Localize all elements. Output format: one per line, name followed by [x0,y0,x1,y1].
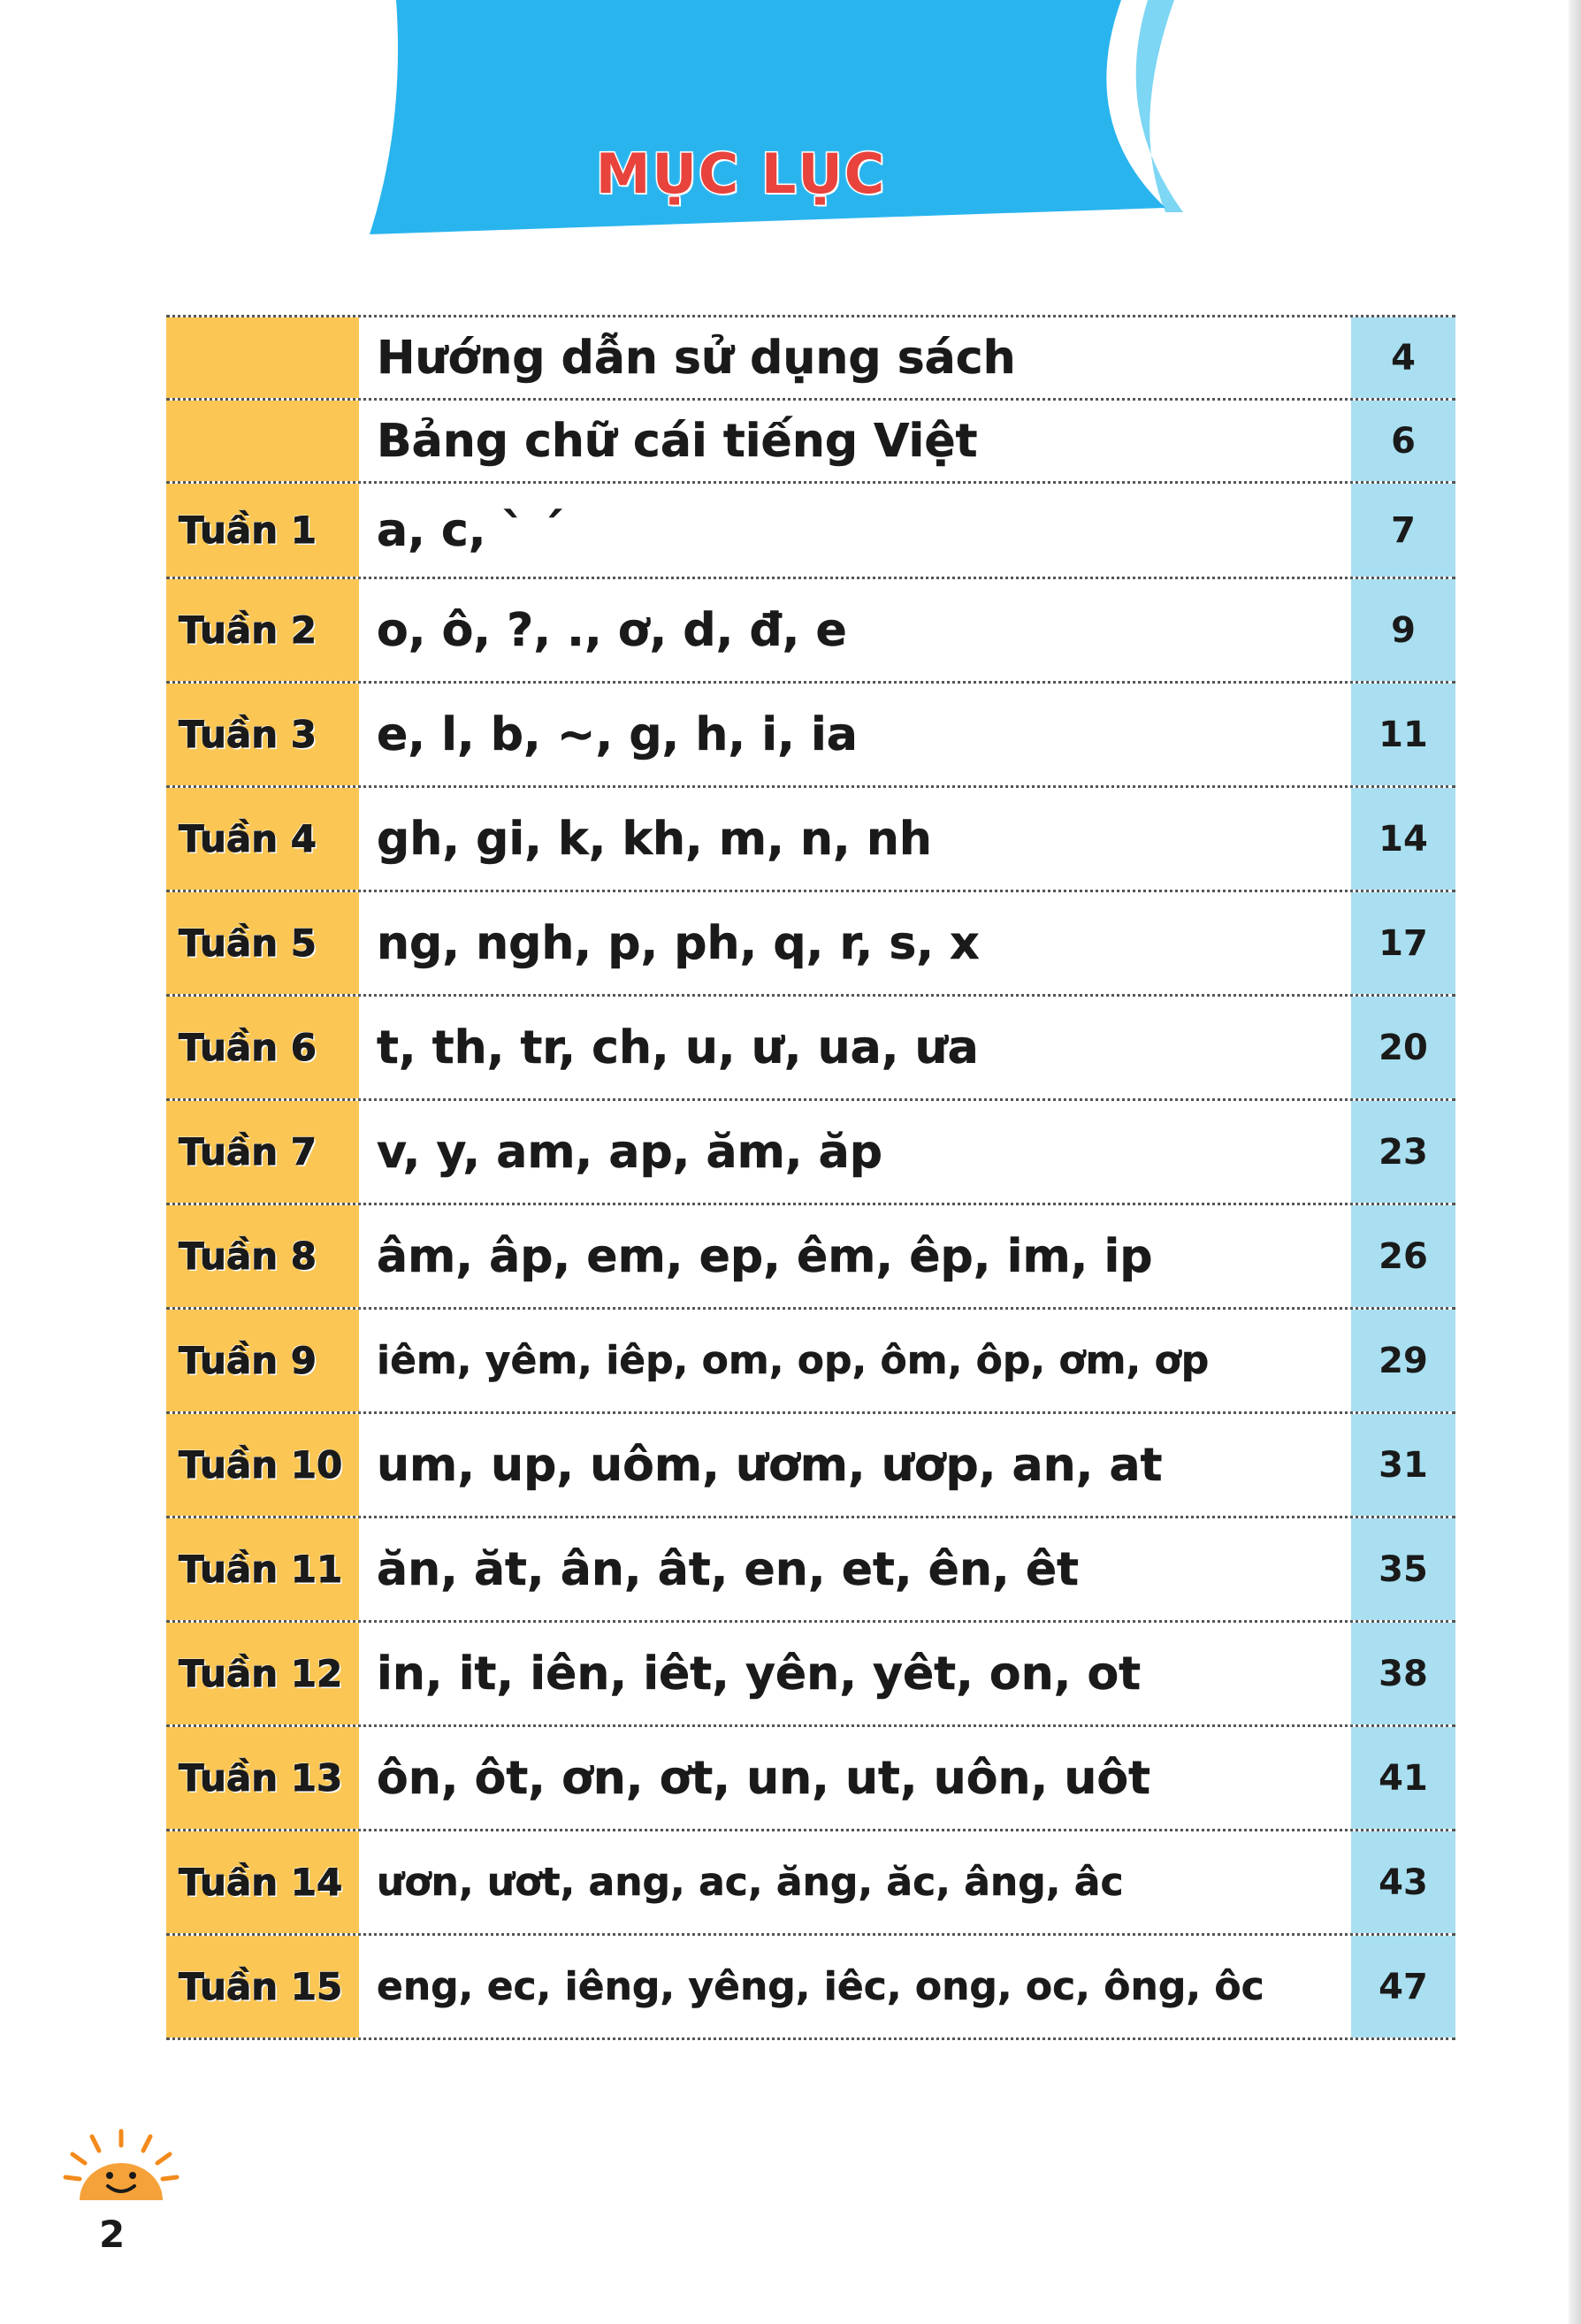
toc-row[interactable] [166,484,1455,579]
toc-row[interactable] [166,1831,1455,1936]
topic-text: ăn, ăt, ân, ât, en, et, ên, êt [377,1542,1079,1596]
page-edge [1569,0,1581,2324]
toc-row[interactable] [166,997,1455,1101]
week-label: Tuần 2 [166,579,359,681]
page-ref: 31 [1351,1414,1455,1516]
topic-text: a, c, ` ´ [377,503,564,557]
topic-text: Bảng chữ cái tiếng Việt [377,414,978,468]
toc-row[interactable] [166,1936,1455,2040]
week-label: Tuần 9 [166,1310,359,1411]
toc-row[interactable] [166,1727,1455,1831]
week-label: Tuần 8 [166,1205,359,1307]
page-ref: 4 [1351,317,1455,398]
toc-row[interactable] [166,1310,1455,1414]
topic-text: o, ô, ?, ., ơ, d, đ, e [377,603,847,657]
toc-row[interactable] [166,684,1455,788]
topic-text: ôn, ôt, ơn, ơt, un, ut, uôn, uôt [377,1751,1150,1805]
page-ref: 7 [1351,484,1455,577]
toc-row[interactable] [166,1623,1455,1727]
page-ref: 14 [1351,788,1455,890]
topic-text: v, y, am, ap, ăm, ăp [377,1125,882,1179]
week-label: Tuần 7 [166,1101,359,1203]
topic-text: um, up, uôm, ươm, ươp, an, at [377,1438,1163,1492]
page-title: MỤC LỤC [595,141,887,206]
toc-row[interactable] [166,579,1455,684]
topic-text: eng, ec, iêng, yêng, iêc, ong, oc, ông, ôc [377,1964,1264,2009]
week-label: Tuần 12 [166,1623,359,1724]
toc-row[interactable] [166,788,1455,892]
toc-row[interactable] [166,1414,1455,1518]
page-ref: 23 [1351,1101,1455,1203]
toc-row[interactable] [166,317,1455,401]
page-ref: 43 [1351,1831,1455,1933]
topic-text: in, it, iên, iêt, yên, yêt, on, ot [377,1647,1142,1701]
topic-text: e, l, b, ~, g, h, i, ia [377,707,858,761]
page-ref: 35 [1351,1518,1455,1620]
page-ref: 47 [1351,1936,1455,2037]
week-label: Tuần 13 [166,1727,359,1829]
topic-text: Hướng dẫn sử dụng sách [377,331,1016,385]
week-label: Tuần 10 [166,1414,359,1516]
toc-row[interactable] [166,1205,1455,1310]
week-label: Tuần 6 [166,997,359,1098]
topic-text: t, th, tr, ch, u, ư, ua, ưa [377,1021,979,1074]
page-ref: 9 [1351,579,1455,681]
week-label [166,317,359,398]
table-of-contents [166,315,1455,2040]
page-number: 2 [99,2213,126,2256]
topic-text: iêm, yêm, iêp, om, op, ôm, ôp, ơm, ơp [377,1338,1210,1383]
week-label: Tuần 4 [166,788,359,890]
page-ref: 29 [1351,1310,1455,1411]
week-label [166,401,359,481]
title-banner [370,0,1183,237]
topic-text: ng, ngh, p, ph, q, r, s, x [377,916,980,970]
week-label: Tuần 11 [166,1518,359,1620]
toc-row[interactable] [166,1518,1455,1623]
topic-text: âm, âp, em, ep, êm, êp, im, ip [377,1229,1153,1283]
page-ref: 26 [1351,1205,1455,1307]
topic-text: ươn, ươt, ang, ac, ăng, ăc, âng, âc [377,1860,1124,1905]
page-ref: 38 [1351,1623,1455,1724]
week-label: Tuần 1 [166,484,359,577]
week-label: Tuần 14 [166,1831,359,1933]
page-ref: 20 [1351,997,1455,1098]
week-label: Tuần 3 [166,684,359,785]
page-ref: 11 [1351,684,1455,785]
page-ref: 41 [1351,1727,1455,1829]
toc-row[interactable] [166,892,1455,997]
week-label: Tuần 5 [166,892,359,994]
topic-text: gh, gi, k, kh, m, n, nh [377,812,932,866]
toc-row[interactable] [166,1101,1455,1205]
page-ref: 6 [1351,401,1455,481]
week-label: Tuần 15 [166,1936,359,2037]
toc-row[interactable] [166,401,1455,484]
page-ref: 17 [1351,892,1455,994]
